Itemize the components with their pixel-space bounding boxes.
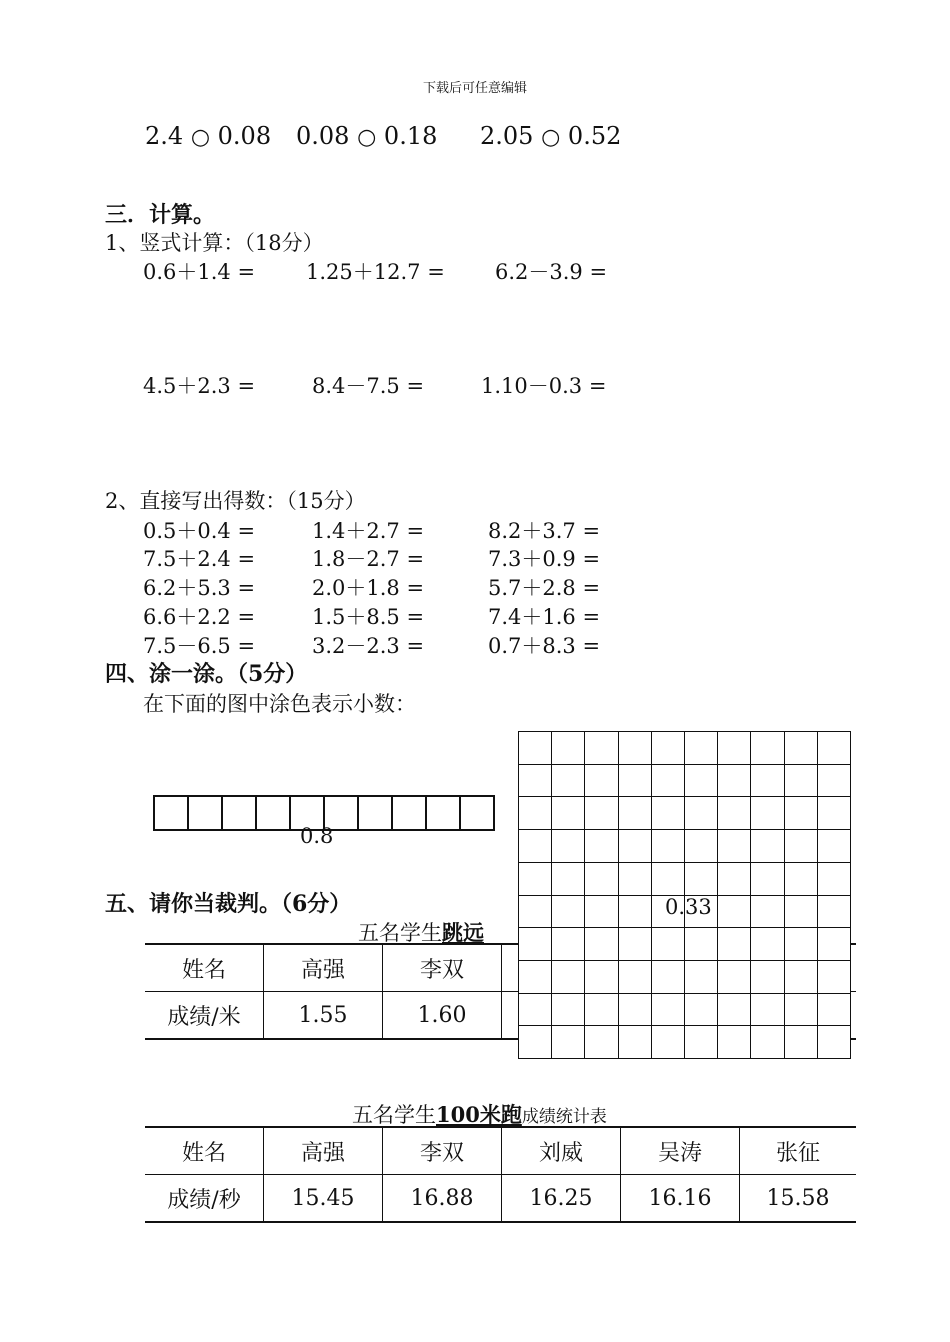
- grid-cell[interactable]: [585, 797, 618, 830]
- direct-problem: 6.2＋5.3 =: [143, 576, 256, 600]
- direct-problem: 2.0＋1.8 =: [312, 576, 425, 600]
- grid-cell[interactable]: [718, 994, 751, 1027]
- section4-instruction: 在下面的图中涂色表示小数：: [143, 692, 416, 716]
- grid-cell[interactable]: [552, 928, 585, 961]
- grid-cell[interactable]: [619, 994, 652, 1027]
- table2-caption-bold: 100米跑: [436, 1102, 522, 1127]
- grid-cell[interactable]: [718, 961, 751, 994]
- table-cell: 张征: [740, 1127, 857, 1175]
- section4-title: 四、涂一涂。（5分）: [105, 661, 308, 687]
- grid-cell[interactable]: [552, 830, 585, 863]
- direct-problem: 5.7＋2.8 =: [488, 576, 601, 600]
- direct-problem: 1.5＋8.5 =: [312, 605, 425, 629]
- grid-cell[interactable]: [652, 1026, 685, 1059]
- direct-problem: 1.8－2.7 =: [312, 547, 425, 571]
- grid-cell[interactable]: [785, 928, 818, 961]
- grid-cell[interactable]: [519, 928, 552, 961]
- table-cell: 姓名: [145, 1127, 264, 1175]
- grid-cell[interactable]: [619, 732, 652, 765]
- grid-cell[interactable]: [818, 732, 851, 765]
- grid-cell[interactable]: [652, 863, 685, 896]
- grid-cell[interactable]: [785, 1026, 818, 1059]
- grid-cell[interactable]: [585, 896, 618, 929]
- grid-cell[interactable]: [718, 863, 751, 896]
- grid-cell[interactable]: [718, 830, 751, 863]
- grid-cell[interactable]: [552, 1026, 585, 1059]
- compare-item-1: [145, 122, 271, 150]
- grid-cell[interactable]: [519, 994, 552, 1027]
- direct-problem: 7.3＋0.9 =: [488, 547, 601, 571]
- grid-cell[interactable]: [652, 961, 685, 994]
- grid-cell[interactable]: [685, 961, 718, 994]
- grid-cell[interactable]: [652, 994, 685, 1027]
- grid-cell[interactable]: [785, 896, 818, 929]
- grid-cell[interactable]: [718, 1026, 751, 1059]
- direct-problem: 3.2－2.3 =: [312, 634, 425, 658]
- grid-cell[interactable]: [785, 765, 818, 798]
- table-row: [145, 1175, 856, 1223]
- strip-cell[interactable]: [393, 795, 427, 831]
- grid-cell[interactable]: [552, 797, 585, 830]
- direct-problem: 8.2＋3.7 =: [488, 519, 601, 543]
- strip-cell[interactable]: [189, 795, 223, 831]
- grid-cell[interactable]: [685, 765, 718, 798]
- grid-cell[interactable]: [751, 1026, 784, 1059]
- vertical-problem: 1.25＋12.7 =: [306, 260, 445, 284]
- strip-cell[interactable]: [461, 795, 495, 831]
- grid-cell[interactable]: [751, 994, 784, 1027]
- grid-cell[interactable]: [751, 732, 784, 765]
- grid-cell[interactable]: [619, 863, 652, 896]
- table-cell: 1.55: [264, 992, 383, 1040]
- compare-right: 0.52: [567, 122, 622, 150]
- vertical-problem: 4.5＋2.3 =: [143, 374, 256, 398]
- table2-caption-prefix: 五名学生: [352, 1103, 436, 1127]
- strip-cell[interactable]: [427, 795, 461, 831]
- grid-cell[interactable]: [718, 896, 751, 929]
- grid-cell[interactable]: [685, 1026, 718, 1059]
- table1-caption-prefix: 五名学生: [358, 921, 442, 945]
- direct-problem: 1.4＋2.7 =: [312, 519, 425, 543]
- grid-cell[interactable]: [685, 797, 718, 830]
- table-cell: 16.25: [502, 1175, 621, 1223]
- table-cell: 成绩/秒: [145, 1175, 264, 1223]
- direct-problem: 0.5＋0.4 =: [143, 519, 256, 543]
- grid-cell[interactable]: [619, 765, 652, 798]
- table-row: [145, 1127, 856, 1175]
- grid-cell[interactable]: [652, 797, 685, 830]
- page-header: 下载后可任意编辑: [422, 81, 527, 96]
- strip-label: 0.8: [300, 824, 334, 848]
- grid-cell[interactable]: [519, 863, 552, 896]
- vertical-calc-title: 1、竖式计算：（18分）: [105, 231, 324, 255]
- grid-cell[interactable]: [619, 830, 652, 863]
- grid-cell[interactable]: [785, 994, 818, 1027]
- grid-cell[interactable]: [818, 928, 851, 961]
- grid-cell[interactable]: [652, 765, 685, 798]
- grid-cell[interactable]: [619, 928, 652, 961]
- grid-cell[interactable]: [718, 765, 751, 798]
- compare-item-2: [296, 122, 437, 150]
- direct-problem: 7.5＋2.4 =: [143, 547, 256, 571]
- grid-cell[interactable]: [585, 830, 618, 863]
- compare-left: 0.08: [296, 122, 350, 150]
- grid-cell[interactable]: [685, 863, 718, 896]
- table-cell: 吴涛: [621, 1127, 740, 1175]
- grid-cell[interactable]: [751, 863, 784, 896]
- grid-cell[interactable]: [818, 765, 851, 798]
- grid-cell[interactable]: [818, 994, 851, 1027]
- table-cell: 李双: [383, 1127, 502, 1175]
- grid-cell[interactable]: [818, 863, 851, 896]
- grid-cell[interactable]: [652, 928, 685, 961]
- compare-left: 2.05: [480, 122, 534, 150]
- grid-cell[interactable]: [552, 994, 585, 1027]
- grid-cell[interactable]: [718, 732, 751, 765]
- grid-cell[interactable]: [818, 961, 851, 994]
- direct-problem: 7.5－6.5 =: [143, 634, 256, 658]
- grid-cell[interactable]: [685, 732, 718, 765]
- grid-cell[interactable]: [519, 765, 552, 798]
- grid-cell[interactable]: [751, 830, 784, 863]
- grid-cell[interactable]: [818, 896, 851, 929]
- sprint-table: [145, 1126, 856, 1223]
- grid-cell[interactable]: [685, 928, 718, 961]
- grid-cell[interactable]: [519, 732, 552, 765]
- grid-cell[interactable]: [685, 994, 718, 1027]
- grid-cell[interactable]: [552, 732, 585, 765]
- grid-cell[interactable]: [818, 797, 851, 830]
- table-cell: 刘威: [502, 1127, 621, 1175]
- grid-cell[interactable]: [585, 732, 618, 765]
- grid-cell[interactable]: [519, 1026, 552, 1059]
- compare-right: 0.18: [383, 122, 438, 150]
- grid-label: 0.33: [665, 895, 712, 919]
- grid-cell[interactable]: [751, 896, 784, 929]
- grid-cell[interactable]: [619, 797, 652, 830]
- table2-caption-suffix: 成绩统计表: [521, 1107, 607, 1127]
- compare-circle[interactable]: ○: [190, 125, 211, 150]
- grid-cell[interactable]: [751, 765, 784, 798]
- table-cell: 15.45: [264, 1175, 383, 1223]
- table-cell: 1.60: [383, 992, 502, 1040]
- strip-cell[interactable]: [223, 795, 257, 831]
- grid-cell[interactable]: [818, 830, 851, 863]
- grid-cell[interactable]: [652, 830, 685, 863]
- grid-cell[interactable]: [585, 1026, 618, 1059]
- compare-left: 2.4: [145, 122, 184, 150]
- table-cell: 成绩/米: [145, 992, 264, 1040]
- grid-cell[interactable]: [785, 732, 818, 765]
- section3-title: 三．计算。: [105, 202, 216, 228]
- table-cell: 李双: [383, 944, 502, 992]
- table-cell: 高强: [264, 944, 383, 992]
- grid-cell[interactable]: [552, 863, 585, 896]
- section5-title: 五、请你当裁判。（6分）: [105, 891, 352, 917]
- table-cell: 高强: [264, 1127, 383, 1175]
- vertical-problem: 6.2－3.9 =: [495, 260, 608, 284]
- grid-cell[interactable]: [685, 830, 718, 863]
- direct-problem: 7.4＋1.6 =: [488, 605, 601, 629]
- grid-cell[interactable]: [785, 961, 818, 994]
- table-cell: 15.58: [740, 1175, 857, 1223]
- grid-cell[interactable]: [585, 928, 618, 961]
- grid-cell[interactable]: [718, 928, 751, 961]
- vertical-problem: 0.6＋1.4 =: [143, 260, 256, 284]
- direct-problem: 6.6＋2.2 =: [143, 605, 256, 629]
- grid-cell[interactable]: [619, 896, 652, 929]
- grid-cell[interactable]: [519, 797, 552, 830]
- grid-cell[interactable]: [585, 994, 618, 1027]
- strip-cell[interactable]: [359, 795, 393, 831]
- grid-cell[interactable]: [751, 961, 784, 994]
- grid-cell[interactable]: [619, 961, 652, 994]
- direct-calc-title: 2、直接写出得数：（15分）: [105, 489, 366, 513]
- grid-cell[interactable]: [785, 830, 818, 863]
- vertical-problem: 8.4－7.5 =: [312, 374, 425, 398]
- grid-cell[interactable]: [718, 797, 751, 830]
- table2-caption: [352, 1099, 607, 1129]
- grid-cell[interactable]: [585, 961, 618, 994]
- grid-cell[interactable]: [585, 863, 618, 896]
- table-cell: 姓名: [145, 944, 264, 992]
- grid-cell[interactable]: [619, 1026, 652, 1059]
- grid-cell[interactable]: [751, 797, 784, 830]
- table-cell: 16.88: [383, 1175, 502, 1223]
- table-cell: 16.16: [621, 1175, 740, 1223]
- grid-cell[interactable]: [552, 961, 585, 994]
- grid-cell[interactable]: [818, 1026, 851, 1059]
- table1-caption-bold: 跳远: [442, 920, 484, 945]
- compare-right: 0.08: [217, 122, 272, 150]
- vertical-problem: 1.10－0.3 =: [481, 374, 607, 398]
- grid-cell[interactable]: [519, 830, 552, 863]
- direct-problem: 0.7＋8.3 =: [488, 634, 601, 658]
- grid-cell[interactable]: [552, 896, 585, 929]
- grid-cell[interactable]: [785, 863, 818, 896]
- strip-cell[interactable]: [155, 795, 189, 831]
- grid-cell[interactable]: [652, 732, 685, 765]
- grid-cell[interactable]: [751, 928, 784, 961]
- grid-cell[interactable]: [519, 961, 552, 994]
- grid-cell[interactable]: [785, 797, 818, 830]
- compare-circle[interactable]: ○: [357, 125, 377, 150]
- compare-circle[interactable]: ○: [541, 125, 561, 150]
- compare-item-3: [480, 122, 621, 150]
- grid-cell[interactable]: [552, 765, 585, 798]
- grid-cell[interactable]: [519, 896, 552, 929]
- strip-cell[interactable]: [257, 795, 291, 831]
- grid-cell[interactable]: [585, 765, 618, 798]
